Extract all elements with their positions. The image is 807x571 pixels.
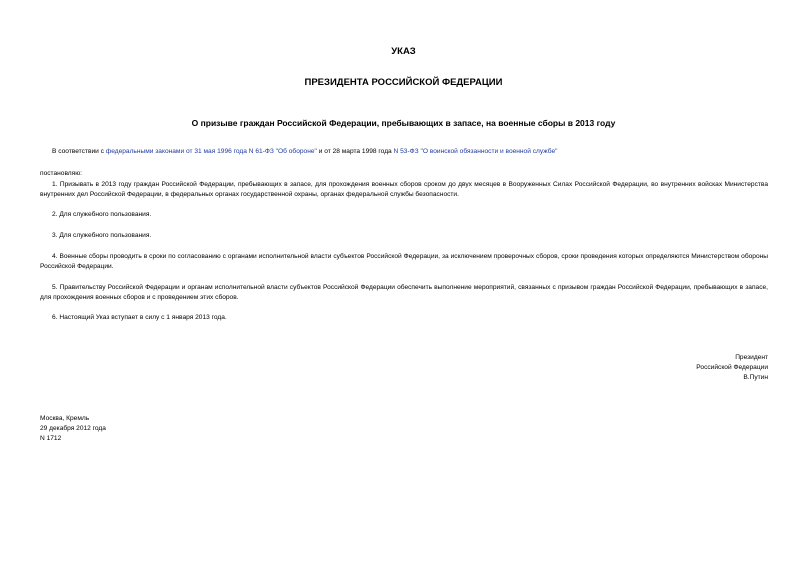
place-city: Москва, Кремль — [40, 415, 90, 422]
paragraph-5: 5. Правительству Российской Федерации и органам исполнительной власти субъектов Российской Федерации обеспечить выполнение мероприятий, связанных с призывом граждан Российской Федерации, пребывающих в запасе, для прохождения военных сборов и с проведением этих сборов. — [40, 284, 768, 301]
preamble — [40, 147, 768, 157]
preamble-middle: и от 28 марта 1998 года — [316, 148, 394, 155]
paragraph-2: 2. Для служебного пользования. — [52, 211, 152, 218]
document-number: N 1712 — [40, 435, 62, 442]
document-subject-title: О призыве граждан Российской Федерации, пребывающих в запасе, на военные сборы в 2013 году — [191, 118, 616, 128]
signature-name: В.Путин — [743, 374, 768, 381]
law-link-military-duty[interactable]: N 53-ФЗ "О воинской обязанности и военной службе" — [393, 148, 558, 155]
preamble-prefix: В соответствии с — [52, 148, 106, 155]
signature-title: Президент — [735, 354, 768, 361]
signature-block — [696, 353, 768, 383]
place-date-block — [40, 414, 106, 444]
paragraph-4: 4. Военные сборы проводить в сроки по согласованию с органами исполнительной власти субъектов Российской Федерации, за исключением проверочных сборов, сроки проведения которых определяются Министерством обороны Российской Федерации. — [40, 253, 768, 270]
document-type-title: УКАЗ — [391, 46, 416, 57]
place-date: 29 декабря 2012 года — [40, 425, 106, 432]
paragraph-1: 1. Призывать в 2013 году граждан Российской Федерации, пребывающих в запасе, для прохождения военных сборов сроком до двух месяцев в Вооруженных Силах Российской Федерации, во внутренних войсках Министерства внутренних дел Российской Федерации, в федеральных органах государственной охраны, органах федеральной службы безопасности. — [40, 181, 768, 198]
paragraph-3: 3. Для служебного пользования. — [52, 232, 152, 239]
paragraph-6: 6. Настоящий Указ вступает в силу с 1 января 2013 года. — [52, 314, 227, 321]
issuer-title: ПРЕЗИДЕНТА РОССИЙСКОЙ ФЕДЕРАЦИИ — [304, 77, 503, 88]
law-link-defense[interactable]: федеральными законами от 31 мая 1996 года N 61-ФЗ "Об обороне" — [105, 148, 317, 155]
signature-country: Российской Федерации — [696, 364, 768, 371]
decree-word: постановляю: — [40, 170, 83, 177]
